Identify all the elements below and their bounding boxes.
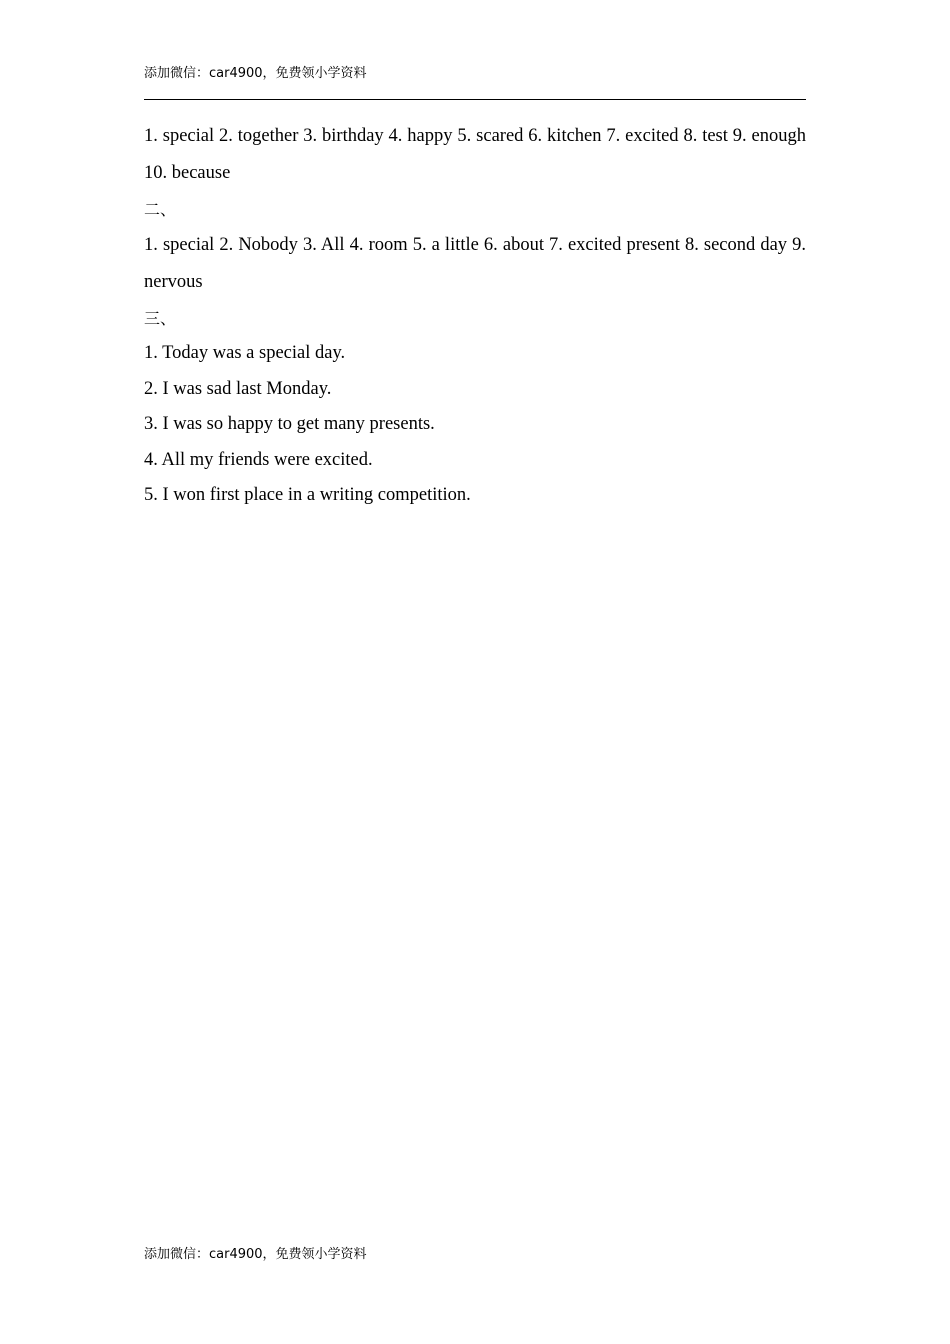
header-text: 添加微信：car4900，免费领小学资料 [144,66,367,81]
document-body [144,118,806,514]
section3-sentence-3: 3. I was so happy to get many presents. [144,414,435,434]
section3-sentence-1: 1. Today was a special day. [144,343,346,363]
page-footer [144,1245,806,1265]
section3-heading: 三、 [144,309,177,328]
section2-answers: 1. special 2. Nobody 3. All 4. room 5. a little 6. about 7. excited present 8. second day 9. nervous [144,235,806,292]
section1-answers: 1. special 2. together 3. birthday 4. happy 5. scared 6. kitchen 7. excited 8. test 9. enough 10. because [144,126,806,183]
section3-sentence-5: 5. I won first place in a writing competition. [144,485,471,505]
footer-text: 添加微信：car4900，免费领小学资料 [144,1247,367,1262]
page-header [144,64,806,100]
section3-sentence-2: 2. I was sad last Monday. [144,378,332,399]
section3-sentence-4: 4. All my friends were excited. [144,449,373,470]
section2-heading: 二、 [144,200,177,219]
